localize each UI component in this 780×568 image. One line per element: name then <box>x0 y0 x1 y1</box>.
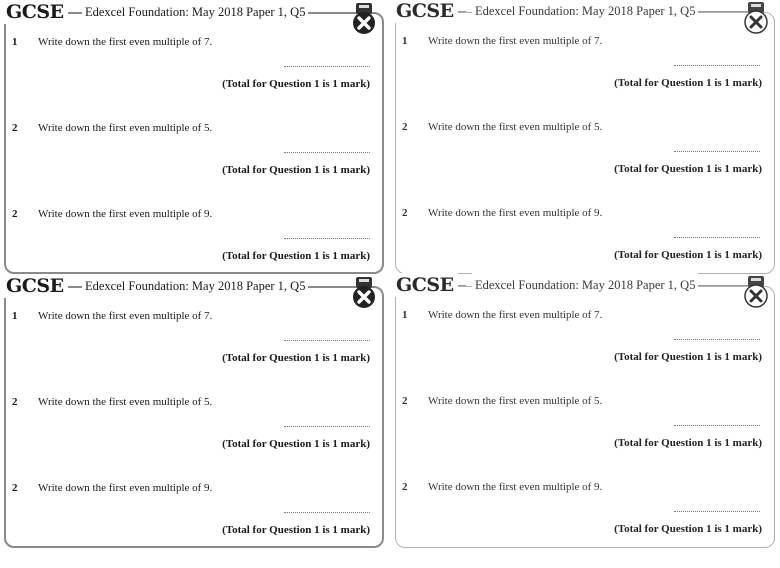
paper-title: Edexcel Foundation: May 2018 Paper 1, Q5 <box>472 273 698 297</box>
worksheet-card-top-left <box>4 1 384 274</box>
question-text: Write down the first even multiple of 9. <box>38 208 213 220</box>
question-number: 2 <box>402 207 408 219</box>
marks-total: (Total for Question 1 is 1 mark) <box>614 437 762 449</box>
question-number: 1 <box>402 309 408 321</box>
question-item <box>6 310 382 396</box>
question-item <box>6 36 382 122</box>
gcse-logo: GCSE <box>392 0 458 23</box>
question-text: Write down the first even multiple of 7. <box>38 36 213 48</box>
question-item <box>396 481 774 567</box>
question-number: 2 <box>402 395 408 407</box>
question-number: 2 <box>12 482 18 494</box>
marks-total: (Total for Question 1 is 1 mark) <box>222 438 370 450</box>
question-number: 1 <box>12 36 18 48</box>
marks-total: (Total for Question 1 is 1 mark) <box>614 77 762 89</box>
card-header <box>392 0 780 23</box>
no-calculator-icon <box>350 2 378 36</box>
no-calculator-icon <box>350 276 378 310</box>
question-text: Write down the first even multiple of 7. <box>428 309 603 321</box>
paper-title: Edexcel Foundation: May 2018 Paper 1, Q5 <box>82 274 308 298</box>
marks-total: (Total for Question 1 is 1 mark) <box>614 523 762 535</box>
question-item <box>6 122 382 208</box>
marks-total: (Total for Question 1 is 1 mark) <box>222 164 370 176</box>
card-header <box>2 274 392 298</box>
question-item <box>396 121 774 207</box>
marks-total: (Total for Question 1 is 1 mark) <box>614 163 762 175</box>
question-item <box>6 482 382 568</box>
answer-line[interactable] <box>284 152 370 153</box>
question-text: Write down the first even multiple of 5. <box>38 122 213 134</box>
question-number: 2 <box>12 396 18 408</box>
question-text: Write down the first even multiple of 9. <box>428 481 603 493</box>
question-text: Write down the first even multiple of 7. <box>38 310 213 322</box>
question-item <box>396 309 774 395</box>
no-calculator-icon <box>742 275 770 309</box>
question-item <box>6 396 382 482</box>
answer-line[interactable] <box>674 339 760 340</box>
gcse-logo: GCSE <box>392 273 458 297</box>
question-text: Write down the first even multiple of 5. <box>428 121 603 133</box>
answer-line[interactable] <box>674 425 760 426</box>
marks-total: (Total for Question 1 is 1 mark) <box>222 78 370 90</box>
question-number: 2 <box>12 208 18 220</box>
question-number: 2 <box>402 481 408 493</box>
question-text: Write down the first even multiple of 7. <box>428 35 603 47</box>
answer-line[interactable] <box>284 66 370 67</box>
gcse-logo: GCSE <box>2 274 68 298</box>
question-text: Write down the first even multiple of 9. <box>428 207 603 219</box>
paper-title: Edexcel Foundation: May 2018 Paper 1, Q5 <box>472 0 698 23</box>
worksheet-card-top-right <box>395 0 775 274</box>
card-header <box>2 0 392 24</box>
question-item <box>396 395 774 481</box>
question-number: 1 <box>12 310 18 322</box>
header-rule <box>692 11 748 12</box>
header-rule <box>692 285 748 286</box>
answer-line[interactable] <box>674 511 760 512</box>
answer-line[interactable] <box>284 512 370 513</box>
question-text: Write down the first even multiple of 5. <box>38 396 213 408</box>
question-number: 1 <box>402 35 408 47</box>
worksheet-card-bottom-left <box>4 275 384 548</box>
worksheet-card-bottom-right <box>395 274 775 548</box>
marks-total: (Total for Question 1 is 1 mark) <box>222 352 370 364</box>
no-calculator-icon <box>742 1 770 35</box>
question-text: Write down the first even multiple of 9. <box>38 482 213 494</box>
answer-line[interactable] <box>674 237 760 238</box>
answer-line[interactable] <box>674 151 760 152</box>
marks-total: (Total for Question 1 is 1 mark) <box>222 250 370 262</box>
marks-total: (Total for Question 1 is 1 mark) <box>614 249 762 261</box>
answer-line[interactable] <box>284 426 370 427</box>
gcse-logo: GCSE <box>2 0 68 24</box>
marks-total: (Total for Question 1 is 1 mark) <box>614 351 762 363</box>
question-number: 2 <box>402 121 408 133</box>
question-number: 2 <box>12 122 18 134</box>
paper-title: Edexcel Foundation: May 2018 Paper 1, Q5 <box>82 0 308 24</box>
answer-line[interactable] <box>284 340 370 341</box>
question-item <box>396 35 774 121</box>
card-header <box>392 273 780 297</box>
answer-line[interactable] <box>284 238 370 239</box>
question-text: Write down the first even multiple of 5. <box>428 395 603 407</box>
answer-line[interactable] <box>674 65 760 66</box>
marks-total: (Total for Question 1 is 1 mark) <box>222 524 370 536</box>
